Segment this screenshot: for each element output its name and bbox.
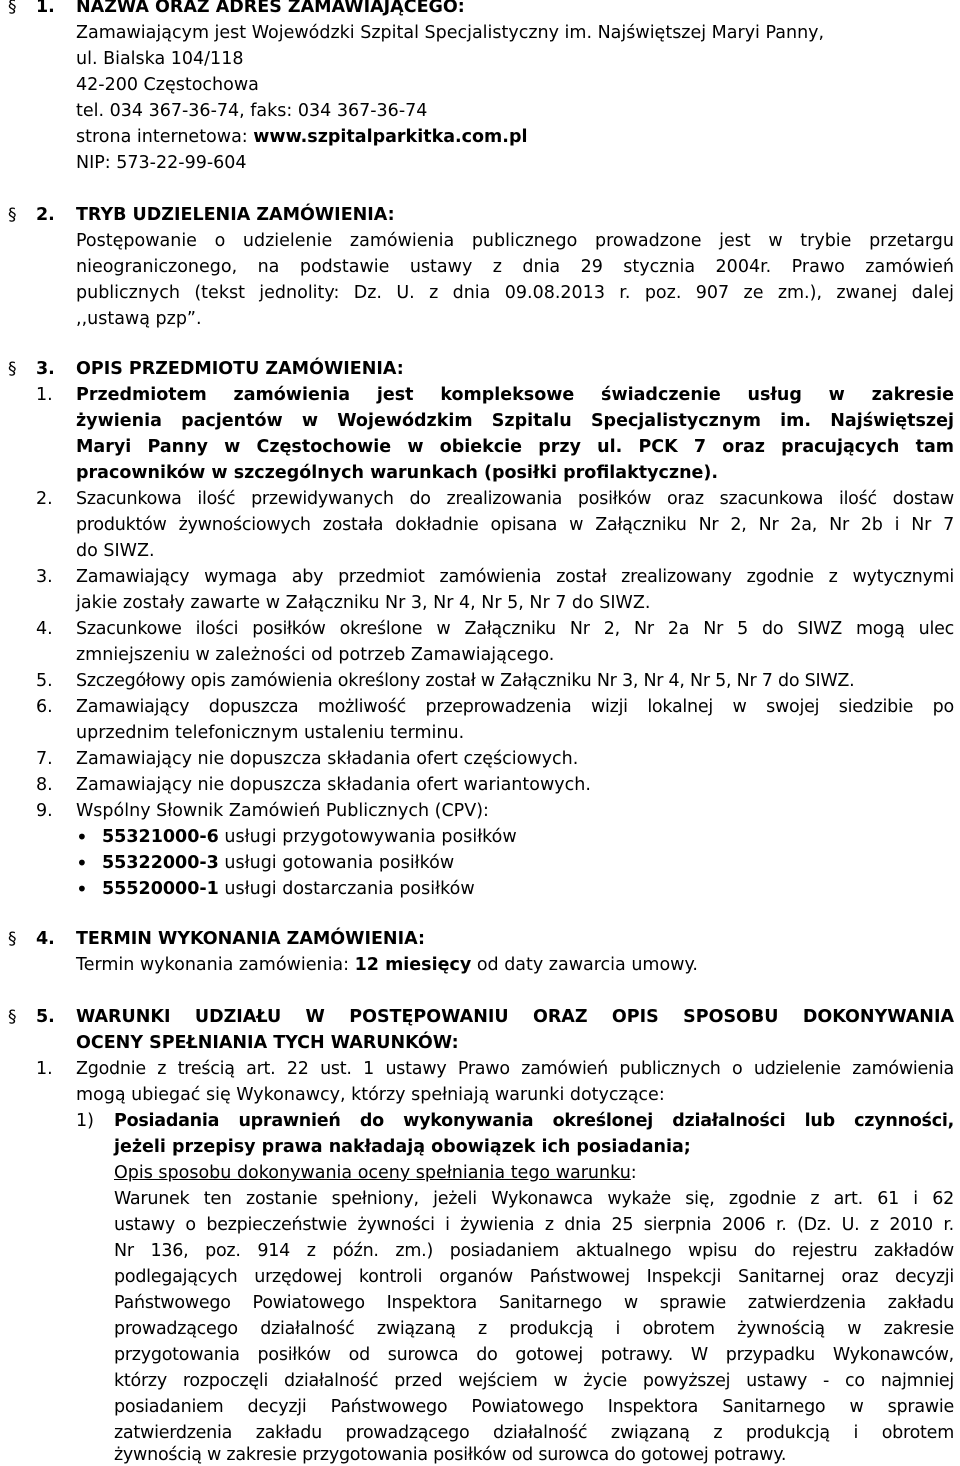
s2-line-1: Postępowanie o udzielenie zamówienia publicznego prowadzone jest w trybie przetargu (76, 231, 954, 251)
s5-item-1-line-2: mogą ubiegać się Wykonawcy, którzy spełniają warunki dotyczące: (76, 1085, 665, 1105)
s4-duration: 12 miesięcy (354, 955, 472, 975)
s5-body-line-9: posiadaniem decyzji Państwowego Powiatowego Inspektora Sanitarnego w sprawie (114, 1397, 954, 1417)
section-5-title-line-1: WARUNKI UDZIAŁU W POSTĘPOWANIU ORAZ OPIS SPOSOBU DOKONYWANIA (76, 1007, 954, 1027)
s5-body-line-6: prowadzącego działalność związaną z produkcją i obrotem żywnością w zakresie (114, 1319, 954, 1339)
s5-body-line-1: Warunek ten zostanie spełniony, jeżeli Wykonawca wykaże się, zgodnie z art. 61 i 62 (114, 1189, 954, 1209)
s3-item-5-line-1: Szczegółowy opis zamówienia określony został w Załączniku Nr 3, Nr 4, Nr 5, Nr 7 do SIWZ. (76, 671, 855, 691)
opis-label: Opis sposobu dokonywania oceny spełniania tego warunku (114, 1163, 631, 1183)
s3-item-1-number: 1. (36, 385, 53, 405)
s4-text-pre: Termin wykonania zamówienia: (76, 955, 355, 975)
section-4-title: TERMIN WYKONANIA ZAMÓWIENIA: (76, 929, 425, 949)
s3-item-9-line-1: Wspólny Słownik Zamówień Publicznych (CPV): (76, 801, 489, 821)
s5-body-line-5: Państwowego Powiatowego Inspektora Sanitarnego w sprawie zatwierdzenia zakładu (114, 1293, 954, 1313)
s3-item-3-number: 3. (36, 567, 53, 587)
s3-item-2-line-3: do SIWZ. (76, 541, 155, 561)
section-2-number: 2. (36, 205, 55, 225)
cpv-code-3: 55520000-1 (102, 879, 219, 899)
cpv-desc-1: usługi przygotowywania posiłków (218, 827, 517, 847)
s3-item-8-line-1: Zamawiający nie dopuszcza składania ofert wariantowych. (76, 775, 591, 795)
s5-body-line-10: zatwierdzenia zakładu prowadzącego działalność związaną z produkcją i obrotem (114, 1423, 954, 1443)
s3-item-6-line-1: Zamawiający dopuszcza możliwość przeprowadzenia wizji lokalnej w swojej siedzibie po (76, 697, 954, 717)
section-5-number: 5. (36, 1007, 55, 1027)
section-3-number: 3. (36, 359, 55, 379)
s5-body-line-3: Nr 136, poz. 914 z późn. zm.) posiadaniem aktualnego wpisu do rejestru zakładów (114, 1241, 954, 1261)
s5-sub-1-bold-line-1: Posiadania uprawnień do wykonywania określonej działalności lub czynności, (114, 1111, 954, 1131)
cpv-desc-3: usługi dostarczania posiłków (218, 879, 475, 899)
s5-body-line-2: ustawy o bezpieczeństwie żywności i żywienia z dnia 25 sierpnia 2006 r. (Dz. U. z 2010 r. (114, 1215, 954, 1235)
s3-item-3-line-2: jakie zostały zawarte w Załączniku Nr 3, Nr 4, Nr 5, Nr 7 do SIWZ. (76, 593, 651, 613)
s5-body-line-11: żywnością w zakresie przygotowania posiłków od surowca do gotowej potrawy. (114, 1445, 787, 1465)
s5-sub-1-number: 1) (76, 1111, 94, 1131)
s3-item-1-line-1: Przedmiotem zamówienia jest kompleksowe świadczenie usług w zakresie (76, 385, 954, 405)
s3-item-4-number: 4. (36, 619, 53, 639)
cpv-bullet-2: • (76, 851, 88, 875)
s1-nip: NIP: 573-22-99-604 (76, 153, 247, 173)
s5-body-line-8: którzy rozpoczęli działalność przed wejściem w życie powyższej ustawy - co najmniej (114, 1371, 954, 1391)
s3-item-3-line-1: Zamawiający wymaga aby przedmiot zamówienia został zrealizowany zgodnie z wytycznymi (76, 567, 954, 587)
s2-line-4: ,,ustawą pzp”. (76, 309, 202, 329)
s5-item-1-number: 1. (36, 1059, 53, 1079)
s4-text (76, 954, 698, 976)
s5-body-line-7: przygotowania posiłków od surowca do gotowej potrawy. W przypadku Wykonawców, (114, 1345, 954, 1365)
s2-line-2: nieograniczonego, na podstawie ustawy z dnia 29 stycznia 2004r. Prawo zamówień (76, 257, 954, 277)
section-mark-1: § (8, 0, 17, 17)
cpv-item-2 (102, 852, 454, 874)
s1-line-2: ul. Bialska 104/118 (76, 49, 244, 69)
s1-line-4: tel. 034 367-36-74, faks: 034 367-36-74 (76, 101, 428, 121)
s1-line-1: Zamawiającym jest Wojewódzki Szpital Specjalistyczny im. Najświętszej Maryi Panny, (76, 23, 825, 43)
opis-colon: : (630, 1163, 637, 1183)
cpv-item-1 (102, 826, 517, 848)
s4-text-post: od daty zawarcia umowy. (471, 955, 698, 975)
s2-line-3: publicznych (tekst jednolity: Dz. U. z dnia 09.08.2013 r. poz. 907 ze zm.), zwanej dalej (76, 283, 954, 303)
cpv-desc-2: usługi gotowania posiłków (218, 853, 455, 873)
section-1-number: 1. (36, 0, 55, 17)
section-4-number: 4. (36, 929, 55, 949)
website-link[interactable]: www.szpitalparkitka.com.pl (253, 127, 528, 147)
section-mark-2: § (8, 205, 17, 225)
opis-heading (114, 1162, 637, 1184)
section-mark-3: § (8, 359, 17, 379)
s3-item-2-line-1: Szacunkowa ilość przewidywanych do zrealizowania posiłków oraz szacunkowa ilość dostaw (76, 489, 954, 509)
web-prefix: strona internetowa: (76, 127, 254, 147)
s3-item-1-line-2: żywienia pacjentów w Wojewódzkim Szpitalu Specjalistycznym im. Najświętszej (76, 411, 954, 431)
s3-item-1-line-4: pracowników w szczególnych warunkach (posiłki profilaktyczne). (76, 463, 719, 483)
cpv-code-1: 55321000-6 (102, 827, 219, 847)
s3-item-7-line-1: Zamawiający nie dopuszcza składania ofert częściowych. (76, 749, 579, 769)
cpv-bullet-1: • (76, 825, 88, 849)
s3-item-4-line-2: zmniejszeniu w zależności od potrzeb Zamawiającego. (76, 645, 555, 665)
s3-item-5-number: 5. (36, 671, 53, 691)
s3-item-2-number: 2. (36, 489, 53, 509)
s5-sub-1-bold-line-2: jeżeli przepisy prawa nakładają obowiązek ich posiadania; (114, 1137, 691, 1157)
s3-item-4-line-1: Szacunkowe ilości posiłków określone w Załączniku Nr 2, Nr 2a Nr 5 do SIWZ mogą ulec (76, 619, 954, 639)
cpv-bullet-3: • (76, 877, 88, 901)
section-mark-4: § (8, 929, 17, 949)
s3-item-6-number: 6. (36, 697, 53, 717)
s3-item-9-number: 9. (36, 801, 53, 821)
section-2-title: TRYB UDZIELENIA ZAMÓWIENIA: (76, 205, 395, 225)
section-mark-5: § (8, 1007, 17, 1027)
s3-item-2-line-2: produktów żywnościowych została dokładnie opisana w Załączniku Nr 2, Nr 2a, Nr 2b i Nr 7 (76, 515, 954, 535)
section-3-title: OPIS PRZEDMIOTU ZAMÓWIENIA: (76, 359, 404, 379)
s1-web-line (76, 126, 527, 148)
section-5-title-line-2: OCENY SPEŁNIANIA TYCH WARUNKÓW: (76, 1033, 459, 1053)
s3-item-6-line-2: uprzednim telefonicznym ustaleniu terminu. (76, 723, 465, 743)
section-1-title: NAZWA ORAZ ADRES ZAMAWIAJĄCEGO: (76, 0, 465, 17)
s3-item-7-number: 7. (36, 749, 53, 769)
s5-body-line-4: podlegających urzędowej kontroli organów Państwowej Inspekcji Sanitarnej oraz decyzji (114, 1267, 954, 1287)
s3-item-1-line-3: Maryi Panny w Częstochowie w obiekcie przy ul. PCK 7 oraz pracujących tam (76, 437, 954, 457)
s1-line-3: 42-200 Częstochowa (76, 75, 259, 95)
cpv-item-3 (102, 878, 475, 900)
s3-item-8-number: 8. (36, 775, 53, 795)
cpv-code-2: 55322000-3 (102, 853, 219, 873)
s5-item-1-line-1: Zgodnie z treścią art. 22 ust. 1 ustawy Prawo zamówień publicznych o udzielenie zamówienia (76, 1059, 954, 1079)
